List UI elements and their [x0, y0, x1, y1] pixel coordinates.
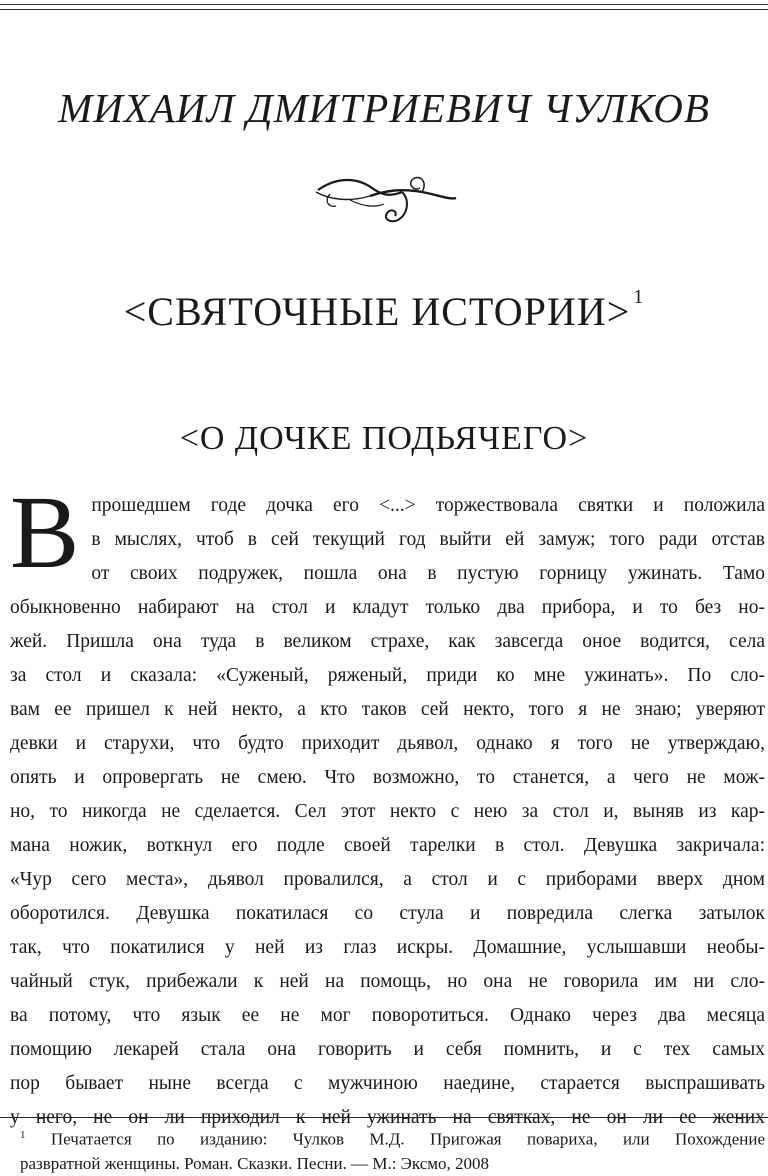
footnote-line-2: развратной женщины. Роман. Сказки. Песни. — М.: Эксмо, 2008	[20, 1153, 490, 1173]
top-border-rule	[0, 4, 768, 5]
text-line: прошедшем годе дочка его <...> торжествовала святки и положила	[91, 495, 765, 516]
text-line: но, то никогда не сделается. Сел этот некто с нею за стол и, выняв из кар-	[10, 801, 765, 822]
cycle-title-text: <СВЯТОЧНЫЕ ИСТОРИИ>	[123, 289, 631, 334]
text-line: жей. Пришла она туда в великом страхе, как завсегда оное водится, села	[10, 631, 765, 652]
text-line: ва потому, что язык ее не мог поворотиться. Однако через два месяца	[10, 1005, 765, 1026]
top-border-rule-inner	[0, 9, 768, 10]
text-line: у него, не он ли приходил к ней ужинать на святках, не он ли ее жених	[10, 1107, 765, 1128]
text-line: помощию лекарей стала она говорить и себя помнить, и с тех самых	[10, 1039, 765, 1060]
text-line: так, что покатилися у ней из глаз искры. Домашние, услышавши необы-	[10, 937, 765, 958]
cycle-title	[0, 286, 768, 335]
footnote-text-1: Печатается по изданию: Чулков М.Д. Пригожая повариха, или Похождение	[50, 1129, 765, 1149]
text-line: чайный стук, прибежали к ней на помощь, но она не говорила им ни сло-	[10, 971, 765, 992]
text-line: за стол и сказала: «Суженый, ряженый, приди ко мне ужинать». По сло-	[10, 665, 765, 686]
text-line: мана ножик, воткнул его подле своей тарелки в стол. Девушка закричала:	[10, 835, 765, 856]
text-line: вам ее пришел к ней некто, а кто таков сей некто, того я не знаю; уверяют	[10, 699, 765, 720]
flourish-ornament-icon	[310, 170, 460, 226]
text-line: обыкновенно набирают на стол и кладут только два прибора, и то без но-	[10, 597, 765, 618]
drop-cap: В	[10, 475, 80, 590]
footnote-marker: 1	[20, 1129, 26, 1141]
text-line: пор бывает ныне всегда с мужчиною наедине, старается выспрашивать	[10, 1073, 765, 1094]
text-line: в мыслях, чтоб в сей текущий год выйти ей замуж; того ради отстав	[91, 529, 765, 550]
story-text	[10, 475, 765, 1135]
chapter-title: <О ДОЧКЕ ПОДЬЯЧЕГО>	[179, 420, 589, 457]
text-line: опять и опровергать не смею. Что возможно, то станется, а чего не мож-	[10, 767, 765, 788]
footnote	[20, 1123, 765, 1176]
footnote-reference[interactable]: 1	[633, 286, 645, 308]
footnote-divider	[0, 1117, 768, 1118]
text-line: оборотился. Девушка покатилася со стула и повредила слегка затылок	[10, 903, 765, 924]
text-line: «Чур сего места», дьявол провалился, а стол и с приборами вверх дном	[10, 869, 765, 890]
author-name: МИХАИЛ ДМИТРИЕВИЧ ЧУЛКОВ	[58, 85, 710, 131]
footnote-line-1	[20, 1123, 765, 1152]
text-line: от своих подружек, пошла она в пустую горницу ужинать. Тамо	[91, 563, 765, 584]
text-line: девки и старухи, что будто приходит дьявол, однако я того не утверждаю,	[10, 733, 765, 754]
